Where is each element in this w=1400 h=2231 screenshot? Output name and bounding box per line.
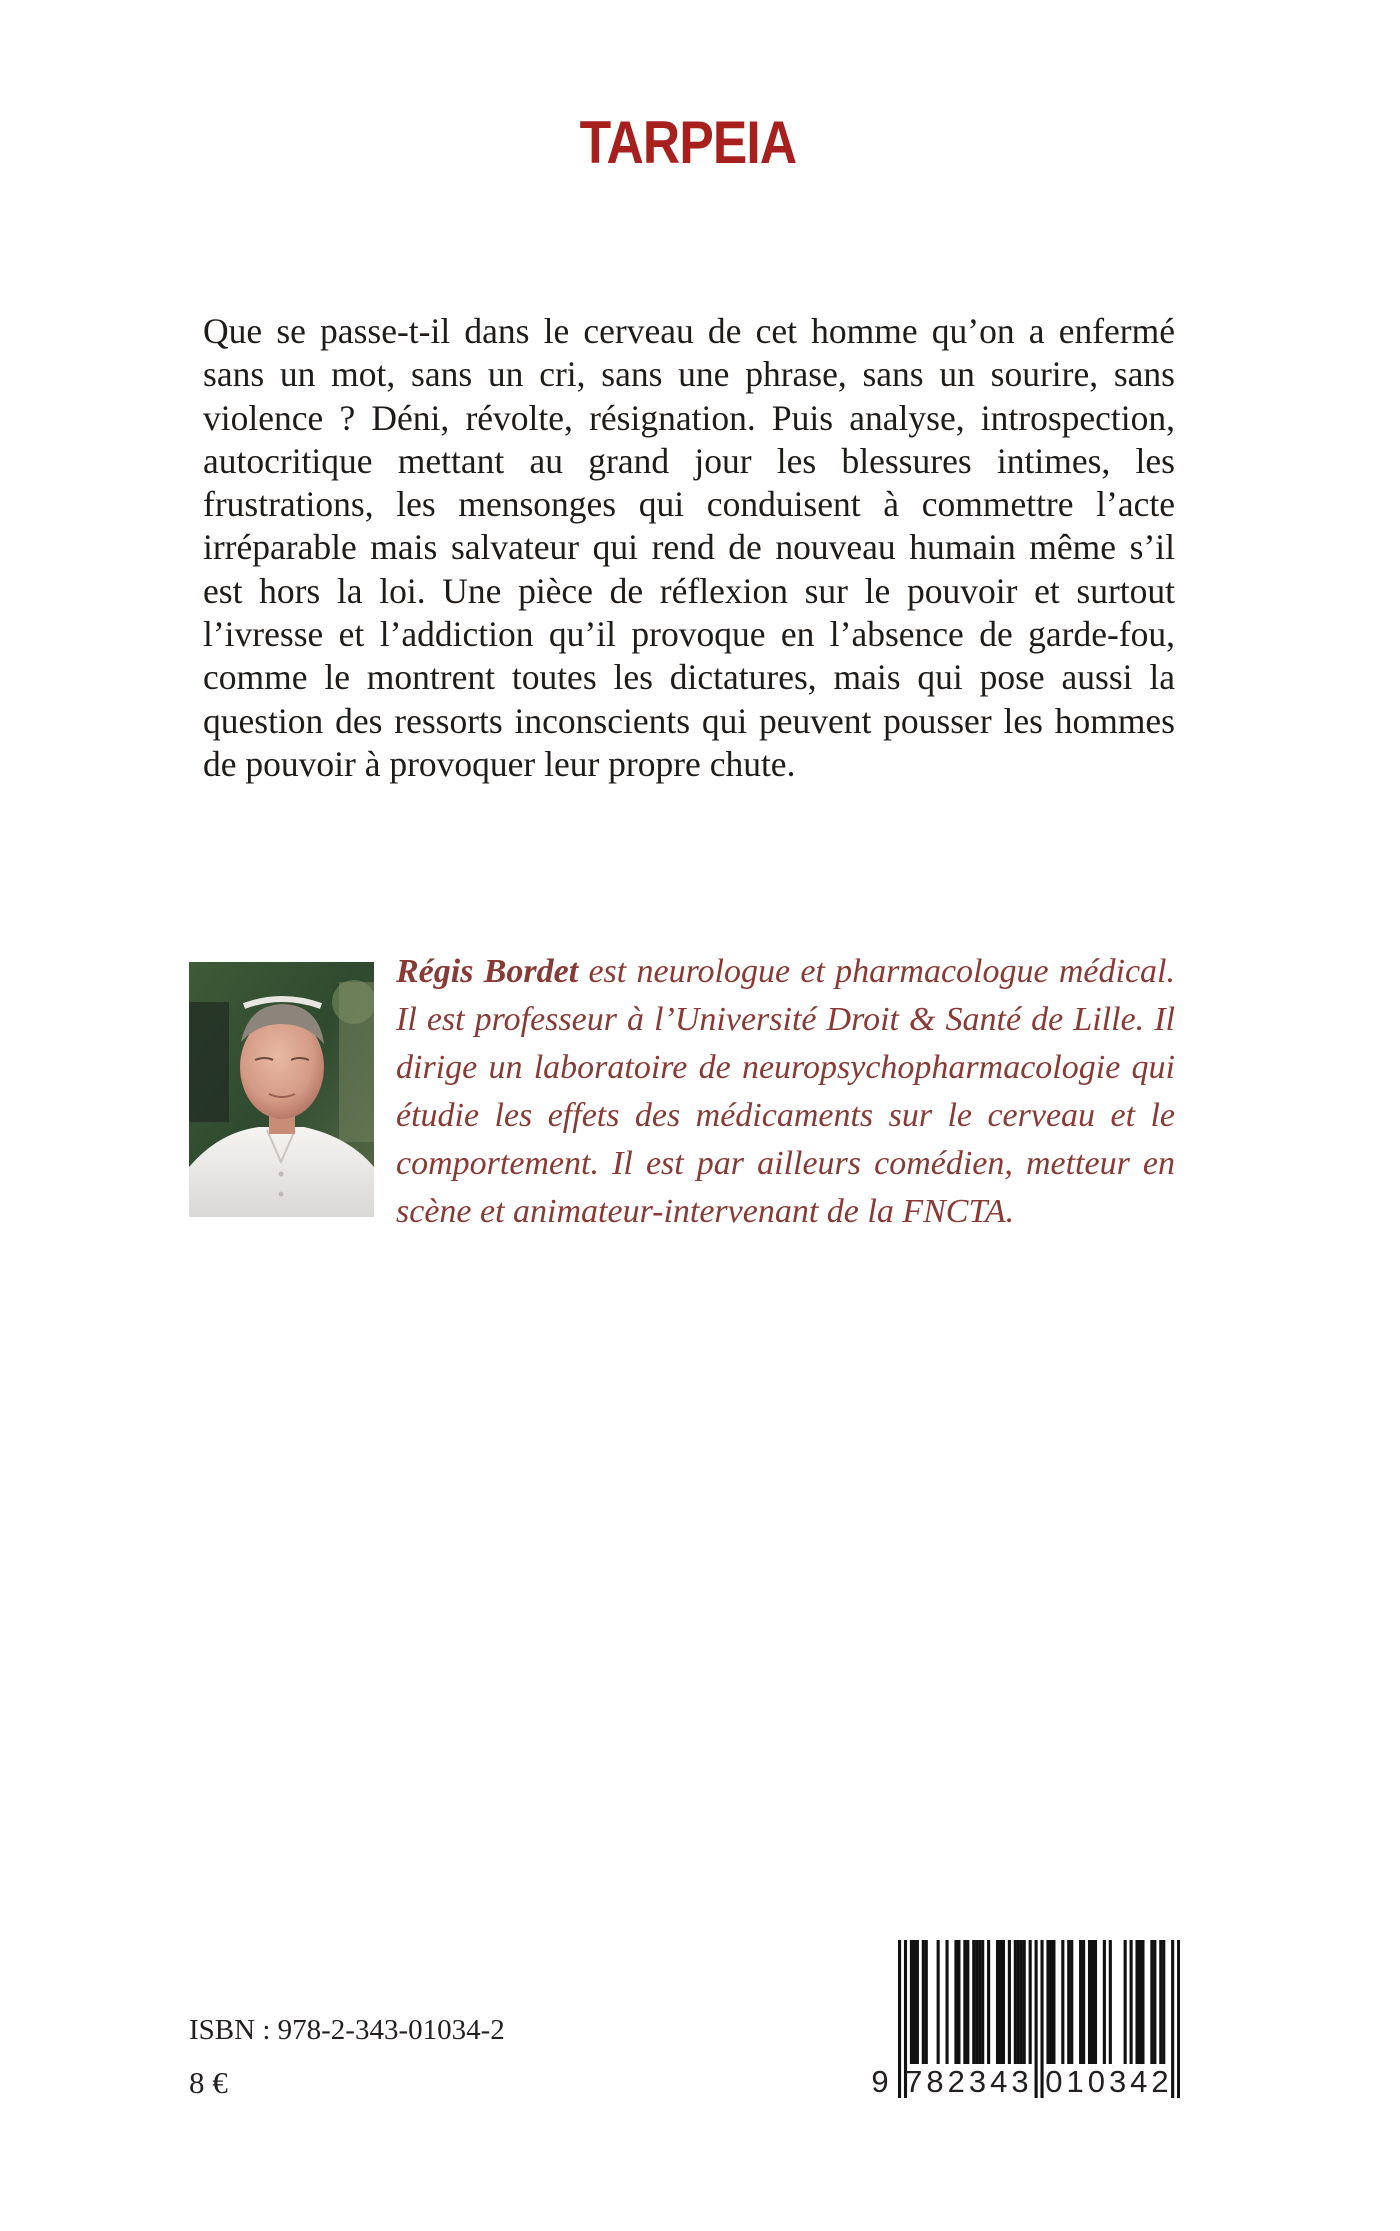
barcode-bar [925,1940,928,2064]
barcode-bar [1023,1940,1026,2064]
author-name: Régis Bordet [396,953,579,990]
barcode-bar [945,1940,948,2064]
barcode-bar [1014,1940,1017,2064]
barcode-bar [1082,1940,1085,2064]
barcode-bar [910,1940,913,2064]
barcode-bar [975,1940,978,2064]
barcode-bar [1124,1940,1127,2064]
barcode-bar [1079,1940,1082,2064]
author-section [203,948,1175,1236]
barcode-bar [963,1940,966,2064]
barcode-bar [1135,1940,1138,2064]
barcode-bar [1109,1940,1112,2064]
barcode-bar [1153,1940,1156,2064]
book-summary: Que se passe-t-il dans le cerveau de cet homme qu’on a enfermé sans un mot, sans un cri, sans une phrase, sans un sourire, sans violence ? Déni, révolte, résignation. Puis analyse, introspection, autocritique mettant au grand jour les blessures intimes, les frustrations, les mensonges qui conduisent à commettre l’acte irréparable mais salvateur qui rend de nouveau humain même s’il est hors la loi. Une pièce de réflexion sur le pouvoir et surtout l’ivresse et l’addiction qu’il provoque en l’absence de garde-fou, comme le montrent toutes les dictatures, mais qui pose aussi la question des ressorts inconscients qui peuvent pousser les hommes de pouvoir à provoquer leur propre chute. [203,311,1175,784]
barcode-bar [1046,1940,1049,2064]
barcode-bar [922,1940,925,2064]
barcode-bar [1008,1940,1011,2064]
barcode-bar [1002,1940,1005,2064]
barcode-bar [1061,1940,1064,2064]
barcode-bar [996,1940,999,2064]
book-title: TARPEIA [579,109,797,176]
barcode-bar [937,1940,940,2064]
barcode-bar [1138,1940,1141,2064]
barcode-bar [1052,1940,1055,2064]
barcode-bar [1088,1940,1091,2064]
barcode-bar [1130,1940,1133,2064]
barcode-bar [981,1940,984,2064]
isbn: ISBN : 978-2-343-01034-2 [189,2014,505,2046]
barcode-bar [1094,1940,1097,2064]
author-bio: est neurologue et pharmacologue médical. Il est professeur à l’Université Droit & Santé de Lille. Il dirige un laboratoire de neuropsychopharmacologie qui étudie les effets des médicaments sur le cerveau et le comportement. Il est par ailleurs comédien, metteur en scène et animateur-intervenant de la FNCTA. [396,953,1175,1230]
barcode-bar [987,1940,990,2064]
barcode-bar [966,1940,969,2064]
barcode-digits: 9 782343 010342 [871,2064,1173,2099]
barcode-bar [957,1940,960,2064]
barcode-bar [1017,1940,1020,2064]
barcode-bar [972,1940,975,2064]
barcode-bar [1029,1940,1032,2064]
barcode-bar [999,1940,1002,2064]
barcode-bar [1162,1940,1165,2064]
barcode-bar [1103,1940,1106,2064]
barcode-bar [1049,1940,1052,2064]
barcode-bar [1141,1940,1144,2064]
barcode-bar [916,1940,919,2064]
barcode-bar [1091,1940,1094,2064]
price: 8 € [189,2065,228,2100]
barcode-bar [1020,1940,1023,2064]
barcode-bar [1150,1940,1153,2064]
barcode-bar [954,1940,957,2064]
barcode-bar [1067,1940,1070,2064]
barcode-bar [978,1940,981,2064]
barcode-bar [1159,1940,1162,2064]
barcode-bar [913,1940,916,2064]
barcode-bar [1070,1940,1073,2064]
author-photo [189,962,374,1217]
